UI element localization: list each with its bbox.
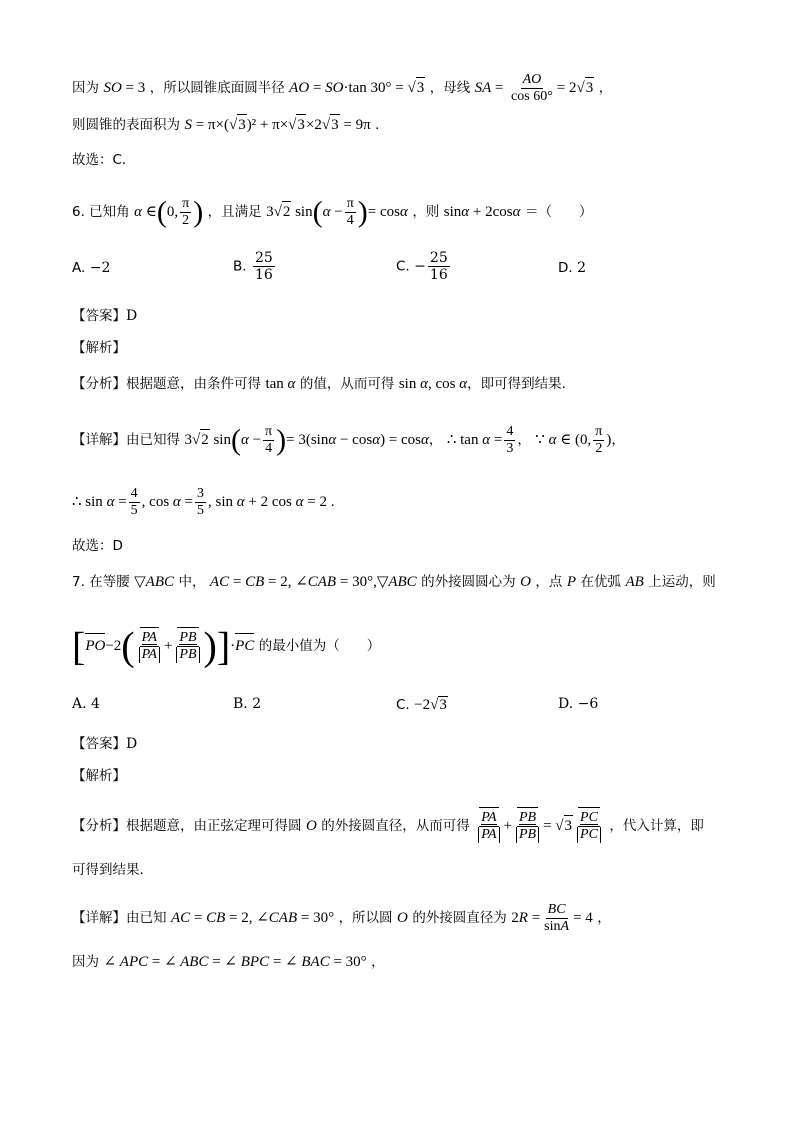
math: α ∈(0, $\frac{\pi}{2}$ ) — [134, 195, 204, 229]
math: S = π×(√3)² + π×√3×2√3 = 9π — [184, 117, 370, 133]
text: ， — [428, 431, 443, 448]
text: 6. 已知角 — [72, 203, 130, 220]
q6-option-c: C. − $\frac{25}{16}$ — [396, 250, 448, 283]
xiangjie-6 — [72, 424, 734, 457]
question-6 — [72, 196, 734, 229]
q7-option-c — [396, 696, 448, 714]
text: ， — [611, 431, 625, 448]
angle-line — [72, 952, 734, 972]
text: ，则 — [412, 203, 440, 220]
fraction-denominator: 16 — [255, 267, 273, 283]
text: ＝（ ） — [524, 203, 593, 220]
option-label: C. — [396, 258, 410, 275]
q7-option-b: B. 2 — [233, 696, 262, 712]
analysis-heading-6: 【解析】 — [72, 340, 126, 356]
text: ，点 — [535, 574, 563, 590]
math: 2R = $\frac{BC}{\sin A}$ = 4 — [511, 902, 593, 934]
fenxi-tag: 【分析】 — [72, 376, 126, 392]
analysis-heading-7: 【解析】 — [72, 768, 126, 784]
answer-value: D — [126, 308, 138, 324]
text: ，母线 — [429, 79, 471, 96]
math: AO = SO·tan 30° = √3 — [289, 80, 425, 96]
math: O — [397, 909, 408, 926]
text: 的外接圆直径为 — [412, 909, 507, 926]
text: ，所以圆锥底面圆半径 — [149, 79, 285, 96]
math: sin α, cos α — [398, 376, 468, 392]
answer-value: D — [126, 736, 138, 752]
text: ，且满足 — [207, 203, 262, 220]
math: SO = 3 — [103, 79, 146, 96]
fraction-denominator: 16 — [429, 267, 448, 283]
math: tan α — [265, 376, 296, 392]
math: ▽ABC — [134, 574, 175, 590]
math: O — [520, 574, 531, 590]
option-value: −2 — [89, 260, 111, 276]
text: 根据题意，由条件可得 — [126, 376, 261, 392]
q7-option-d: D. −6 — [558, 696, 599, 712]
result-6 — [72, 486, 734, 519]
math: SA = $\frac{AO}{\cos 60^\circ}$ = 2√3 — [474, 72, 594, 104]
text: 的外接圆直径，从而可得 — [321, 817, 470, 834]
answer-6 — [72, 306, 734, 326]
text: 在优弧 — [580, 574, 621, 590]
text: ， — [597, 909, 611, 926]
xiangjie-tag: 【详解】 — [72, 909, 126, 926]
q6-option-d — [558, 260, 586, 276]
text: 的值，从而可得 — [299, 376, 395, 392]
math: sinα + 2cosα — [443, 203, 521, 220]
math: O — [305, 817, 317, 834]
text: ，代入计算，即 — [609, 817, 704, 834]
math: ∵ α ∈ (0, $\frac{\pi}{2}$ ) — [535, 424, 612, 456]
option-label: D. — [558, 260, 573, 276]
answer-tag: 【答案】 — [72, 736, 126, 752]
text: 上运动，则 — [648, 574, 716, 590]
q7-option-a: A. 4 — [72, 696, 100, 712]
option-label: A. — [72, 260, 86, 276]
line-choice-c: 故选：C． — [72, 152, 136, 168]
xiangjie-tag: 【详解】 — [72, 431, 126, 448]
text: 由已知 — [126, 909, 167, 926]
answer-tag: 【答案】 — [72, 308, 126, 324]
line-surface-area — [72, 114, 734, 135]
math: [PO−2( $\frac{PA}{PA}$ + $\frac{PB}{PB}$ )]·PC — [72, 623, 255, 669]
text: 因为 — [72, 79, 99, 96]
text: ，所以圆 — [338, 909, 393, 926]
text: 7. 在等腰 — [72, 574, 130, 590]
math: AB — [625, 574, 644, 590]
q6-option-b — [233, 250, 277, 283]
text: 的外接圆圆心为 — [421, 574, 516, 590]
text: 根据题意，由正弦定理可得圆 — [126, 817, 302, 834]
text: 由已知得 — [126, 431, 180, 448]
math: ∴ tan α = $\frac{4}{3}$ — [446, 424, 514, 456]
math: 3√2 sin(α − $\frac{\pi}{4}$ )= 3(sinα − cosα) = cosα — [184, 423, 429, 457]
fraction-numerator: 25 — [255, 250, 273, 266]
text: ， — [371, 954, 385, 970]
choice-d-6: 故选：D — [72, 538, 123, 554]
text: 则圆锥的表面积为 — [72, 117, 180, 133]
text: 中， — [178, 574, 206, 590]
math: AC = CB = 2, ∠CAB = 30°,▽ABC — [209, 574, 417, 590]
line-so-radius — [72, 72, 734, 105]
fenxi-6 — [72, 374, 734, 394]
option-value: −2√3 — [414, 697, 447, 713]
xiangjie-7 — [72, 902, 734, 935]
text: ，即可得到结果. — [467, 376, 566, 392]
text: 因为 — [72, 954, 99, 970]
fenxi-7-cont: 可得到结果. — [72, 862, 144, 878]
math: P — [566, 574, 577, 590]
math: ∠ APC = ∠ ABC = ∠ BPC = ∠ BAC = 30° — [103, 954, 367, 970]
question-7-expression — [72, 623, 734, 669]
option-value: 2 — [577, 260, 587, 276]
answer-7 — [72, 734, 734, 754]
q6-option-a — [72, 260, 110, 276]
option-label: C. — [396, 697, 410, 713]
text: ， — [517, 431, 531, 448]
fraction-numerator: 25 — [429, 250, 448, 266]
math: AC = CB = 2, ∠CAB = 30° — [170, 909, 335, 926]
fenxi-tag: 【分析】 — [72, 817, 126, 834]
math: 3√2 sin(α − $\frac{\pi}{4}$ )= cosα — [266, 195, 408, 229]
fenxi-7 — [72, 810, 734, 843]
text: ， — [598, 79, 613, 96]
math: $\frac{PA}{PA}$ + $\frac{PB}{PB}$ = √3 $\frac{PC}{PC}$ — [474, 818, 605, 834]
text: 的最小值为（ ） — [258, 637, 381, 654]
text: ． — [375, 117, 389, 133]
math: ∴ sin α = $\frac{4}{5}$ , cos α = $\frac{3}{5}$ , sin α + 2 cos α = 2 . — [72, 486, 335, 518]
option-label: B. — [233, 258, 247, 275]
question-7 — [72, 572, 734, 592]
